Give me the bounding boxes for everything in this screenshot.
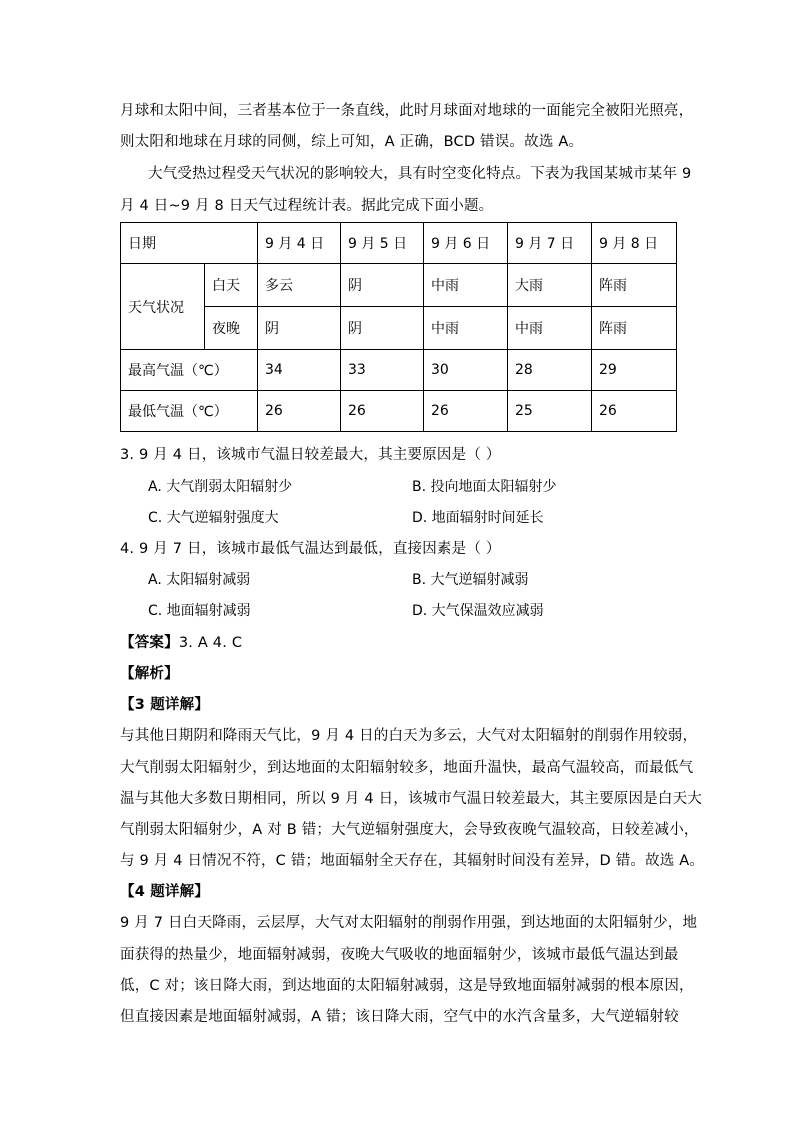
detail-3-line: 气削弱太阳辐射少，A 对 B 错；大气逆辐射强度大，会导致夜晚气温较高，日较差减小， [120,822,699,838]
detail-4-line: 但直接因素是地面辐射减弱，A 错；该日降大雨，空气中的水汽含量多，大气逆辐射较 [120,1009,679,1025]
table-min-label: 最低气温（℃） [121,391,258,432]
question-4-option-b: B. 大气逆辐射减弱 [412,572,529,588]
answer-line [120,633,242,653]
analysis-label: 【解析】 [120,666,179,682]
table-weather-label: 天气状况 [121,264,205,350]
question-3-stem: 3. 9 月 4 日，该城市气温日较差最大，其主要原因是（ ） [120,447,501,463]
question-3-option-d: D. 地面辐射时间延长 [412,510,544,526]
table-cell: 阴 [341,264,424,307]
detail-4-line: 9 月 7 日白天降雨，云层厚，大气对太阳辐射的削弱作用强，到达地面的太阳辐射少，地 [120,915,698,931]
table-date-cell: 9 月 8 日 [592,223,677,264]
question-3-option-a: A. 大气削弱太阳辐射少 [148,479,293,495]
table-cell: 多云 [258,264,341,307]
table-night-label: 夜晚 [205,307,258,350]
question-4-stem: 4. 9 月 7 日，该城市最低气温达到最低，直接因素是（ ） [120,541,501,557]
weather-table [120,222,677,432]
table-date-cell: 9 月 7 日 [508,223,592,264]
answer-label: 【答案】 [120,635,179,651]
table-cell: 25 [508,391,592,432]
answer-text: 3. A 4. C [178,635,243,651]
question-3-option-b: B. 投向地面太阳辐射少 [412,479,557,495]
question-4-option-a: A. 太阳辐射减弱 [148,572,251,588]
table-cell: 26 [341,391,424,432]
table-cell: 阴 [341,307,424,350]
intro-line: 大气受热过程受天气状况的影响较大，具有时空变化特点。下表为我国某城市某年 9 [148,166,692,182]
table-cell: 28 [508,350,592,391]
detail-3-line: 与其他日期阴和降雨天气比，9 月 4 日的白天为多云，大气对太阳辐射的削弱作用较弱， [120,728,698,744]
table-date-cell: 9 月 4 日 [258,223,341,264]
table-cell: 26 [592,391,677,432]
table-row [121,264,677,307]
table-cell: 阵雨 [592,307,677,350]
intro-line: 月 4 日~9 月 8 日天气过程统计表。据此完成下面小题。 [120,198,494,214]
detail-3-label: 【3 题详解】 [120,697,210,713]
question-4-option-d: D. 大气保温效应减弱 [412,603,544,619]
table-header-cell: 日期 [121,223,258,264]
paragraph-line: 则太阳和地球在月球的同侧，综上可知，A 正确，BCD 错误。故选 A。 [120,134,584,150]
detail-4-line: 面获得的热量少，地面辐射减弱，夜晚大气吸收的地面辐射少，该城市最低气温达到最 [120,947,679,963]
paragraph-line: 月球和太阳中间，三者基本位于一条直线，此时月球面对地球的一面能完全被阳光照亮， [120,103,694,119]
table-cell: 阵雨 [592,264,677,307]
table-row [121,307,677,350]
table-cell: 29 [592,350,677,391]
question-4-option-c: C. 地面辐射减弱 [148,603,251,619]
table-cell: 33 [341,350,424,391]
table-cell: 26 [424,391,508,432]
table-row [121,350,677,391]
table-day-label: 白天 [205,264,258,307]
detail-4-line: 低，C 对；该日降大雨，到达地面的太阳辐射减弱，这是导致地面辐射减弱的根本原因， [120,978,694,994]
table-cell: 中雨 [424,264,508,307]
table-row [121,391,677,432]
table-cell: 中雨 [424,307,508,350]
detail-3-line: 温与其他大多数日期相同，所以 9 月 4 日，该城市气温日较差最大，其主要原因是白天大 [120,791,702,807]
table-row [121,223,677,264]
table-cell: 30 [424,350,508,391]
detail-3-line: 大气削弱太阳辐射少，到达地面的太阳辐射较多，地面升温快，最高气温较高，而最低气 [120,760,694,776]
table-cell: 大雨 [508,264,592,307]
table-cell: 中雨 [508,307,592,350]
table-cell: 26 [258,391,341,432]
table-cell: 34 [258,350,341,391]
question-3-option-c: C. 大气逆辐射强度大 [148,510,279,526]
detail-3-line: 与 9 月 4 日情况不符，C 错；地面辐射全天存在，其辐射时间没有差异，D 错。故选 A。 [120,853,705,869]
table-date-cell: 9 月 5 日 [341,223,424,264]
detail-4-label: 【4 题详解】 [120,884,210,900]
table-max-label: 最高气温（℃） [121,350,258,391]
table-cell: 阴 [258,307,341,350]
table-date-cell: 9 月 6 日 [424,223,508,264]
